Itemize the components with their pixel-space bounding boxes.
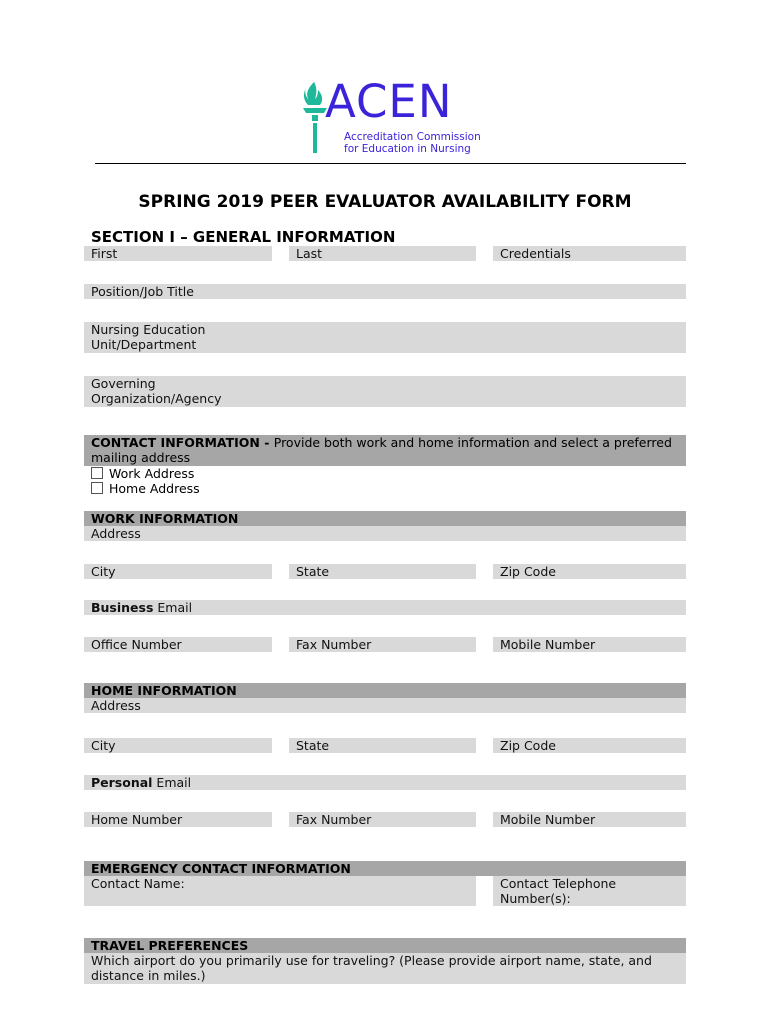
work-heading: WORK INFORMATION <box>91 511 239 526</box>
governing-org-field[interactable] <box>84 376 686 407</box>
contact-name-label: Contact Name: <box>91 876 185 891</box>
last-name-field[interactable] <box>289 246 476 261</box>
work-address-label: Address <box>91 526 141 541</box>
logo-subtitle-2: for Education in Nursing <box>344 143 471 155</box>
contact-name-field[interactable] <box>84 876 476 906</box>
home-fax-field[interactable] <box>289 812 476 827</box>
business-email-field[interactable] <box>84 600 686 615</box>
acen-logo <box>300 75 481 156</box>
nursing-unit-label-2: Unit/Department <box>91 337 197 352</box>
work-city-field[interactable] <box>84 564 272 579</box>
office-number-label: Office Number <box>91 637 182 652</box>
personal-email-label: Email <box>152 775 192 790</box>
home-address-checkbox[interactable] <box>91 482 103 494</box>
work-state-field[interactable] <box>289 564 476 579</box>
personal-email-bold: Personal <box>91 775 153 790</box>
home-info-header <box>84 683 686 698</box>
work-mobile-field[interactable] <box>493 637 686 652</box>
emergency-heading: EMERGENCY CONTACT INFORMATION <box>91 861 351 876</box>
home-address-field[interactable] <box>84 698 686 713</box>
airport-question-2: distance in miles.) <box>91 968 206 983</box>
airport-field[interactable] <box>84 953 686 984</box>
governing-org-label-2: Organization/Agency <box>91 391 222 406</box>
work-city-label: City <box>91 564 116 579</box>
logo-subtitle-1: Accreditation Commission <box>344 131 481 143</box>
first-name-label: First <box>91 246 118 261</box>
business-email-bold: Business <box>91 600 154 615</box>
home-number-label: Home Number <box>91 812 183 827</box>
home-heading: HOME INFORMATION <box>91 683 237 698</box>
emergency-header <box>84 861 686 876</box>
home-mobile-field[interactable] <box>493 812 686 827</box>
work-fax-label: Fax Number <box>296 637 372 652</box>
contact-heading-bold: CONTACT INFORMATION - <box>91 435 274 450</box>
work-state-label: State <box>296 564 330 579</box>
work-mobile-label: Mobile Number <box>500 637 596 652</box>
home-address-option: Home Address <box>109 481 200 496</box>
home-zip-field[interactable] <box>493 738 686 753</box>
business-email-label: Email <box>153 600 193 615</box>
contact-phone-field[interactable] <box>493 876 686 906</box>
work-info-header <box>84 511 686 526</box>
home-address-label: Address <box>91 698 141 713</box>
governing-org-label-1: Governing <box>91 376 156 391</box>
nursing-unit-field[interactable] <box>84 322 686 353</box>
home-state-label: State <box>296 738 330 753</box>
position-label: Position/Job Title <box>91 284 194 299</box>
work-address-checkbox[interactable] <box>91 467 103 479</box>
work-address-field[interactable] <box>84 526 686 541</box>
credentials-label: Credentials <box>500 246 571 261</box>
airport-question-1: Which airport do you primarily use for traveling? (Please provide airport name, state, and <box>91 953 652 968</box>
credentials-field[interactable] <box>493 246 686 261</box>
work-zip-field[interactable] <box>493 564 686 579</box>
work-zip-label: Zip Code <box>500 564 556 579</box>
contact-info-header <box>84 435 686 466</box>
office-number-field[interactable] <box>84 637 272 652</box>
contact-phone-label-1: Contact Telephone <box>500 876 617 891</box>
contact-heading-text: Provide both work and home information and select a preferred <box>273 435 672 450</box>
travel-header <box>84 938 686 953</box>
position-field[interactable] <box>84 284 686 299</box>
nursing-unit-label-1: Nursing Education <box>91 322 206 337</box>
contact-phone-label-2: Number(s): <box>500 891 571 906</box>
last-name-label: Last <box>296 246 323 261</box>
logo-wordmark: ACEN <box>325 75 453 128</box>
home-zip-label: Zip Code <box>500 738 556 753</box>
work-address-option: Work Address <box>109 466 195 481</box>
home-number-field[interactable] <box>84 812 272 827</box>
header-rule <box>95 163 686 164</box>
home-state-field[interactable] <box>289 738 476 753</box>
home-mobile-label: Mobile Number <box>500 812 596 827</box>
section-title: SECTION I – GENERAL INFORMATION <box>91 228 396 246</box>
form-title: SPRING 2019 PEER EVALUATOR AVAILABILITY FORM <box>138 192 632 212</box>
first-name-field[interactable] <box>84 246 272 261</box>
work-fax-field[interactable] <box>289 637 476 652</box>
personal-email-field[interactable] <box>84 775 686 790</box>
home-city-field[interactable] <box>84 738 272 753</box>
travel-heading: TRAVEL PREFERENCES <box>91 938 249 953</box>
home-fax-label: Fax Number <box>296 812 372 827</box>
home-city-label: City <box>91 738 116 753</box>
contact-heading-line2: mailing address <box>91 450 191 465</box>
